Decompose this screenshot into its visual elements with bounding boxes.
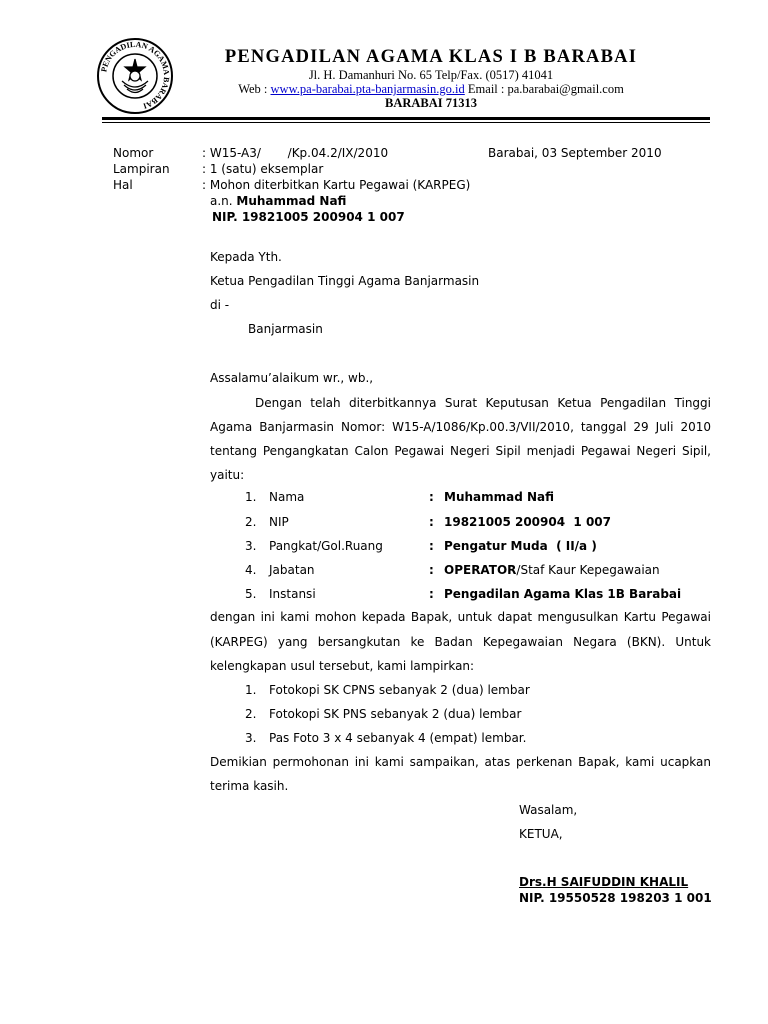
detail-colon: : [429,539,434,553]
detail-label: Jabatan [269,563,315,577]
detail-value: Pengadilan Agama Klas 1B Barabai [444,587,682,601]
detail-value: Muhammad Nafi [444,490,555,504]
paragraph-2-line-1: dengan ini kami mohon kepada Bapak, untuk dapat mengusulkan Kartu Pegawai [210,610,711,624]
subject-nip: NIP. 19821005 200904 1 007 [212,210,405,224]
recipient-name: Ketua Pengadilan Tinggi Agama Banjarmasin [210,274,480,288]
detail-value-line [444,563,660,578]
hal-value: : Mohon diterbitkan Kartu Pegawai (KARPEG) [202,178,471,192]
attachment-item: Fotokopi SK PNS sebanyak 2 (dua) lembar [269,707,522,721]
signatory-name: Drs.H SAIFUDDIN KHALIL [519,875,689,889]
logo-ring-text: PENGADILAN AGAMA BARABAI [99,39,172,111]
nomor-value: : W15-A3/ /Kp.04.2/IX/2010 [202,146,389,160]
detail-number: 5. [245,587,257,601]
attachment-item: Pas Foto 3 x 4 sebanyak 4 (empat) lembar. [269,731,527,745]
institution-address: Jl. H. Damanhuri No. 65 Telp/Fax. (0517) 41041 [308,68,554,82]
email-label: Email : [464,82,508,96]
recipient-city: Banjarmasin [248,322,323,336]
lampiran-value: : 1 (satu) eksemplar [202,162,324,176]
detail-value: Pengatur Muda ( II/a ) [444,539,597,553]
paragraph-1-line-2: Agama Banjarmasin Nomor: W15-A/1086/Kp.00.3/VII/2010, tanggal 29 Juli 2010 [210,420,711,434]
email-address: pa.barabai@gmail.com [507,82,624,96]
institution-contact [190,82,672,97]
detail-number: 3. [245,539,257,553]
detail-number: 2. [245,515,257,529]
detail-value-suffix: /Staf Kaur Kepegawaian [516,563,660,577]
letter-date: Barabai, 03 September 2010 [488,146,662,160]
subject-name: Muhammad Nafi [236,194,347,208]
detail-number: 1. [245,490,257,504]
closing-line-1: Demikian permohonan ini kami sampaikan, atas perkenan Bapak, kami ucapkan [210,755,711,769]
hal-label: Hal [113,178,133,192]
recipient-greeting: Kepada Yth. [210,250,282,264]
paragraph-1-line-3: tentang Pengangkatan Calon Pegawai Negeri Sipil menjadi Pegawai Negeri Sipil, [210,444,711,458]
website-link[interactable]: www.pa-barabai.pta-banjarmasin.go.id [270,82,465,96]
subject-name-line [210,194,346,209]
signatory-position: KETUA, [519,827,563,841]
paragraph-1-line-1: Dengan telah diterbitkannya Surat Keputusan Ketua Pengadilan Tinggi [255,396,711,410]
letterhead-divider-thin [102,122,710,123]
letterhead-divider-thick [102,117,710,120]
nomor-label: Nomor [113,146,154,160]
attachment-item: Fotokopi SK CPNS sebanyak 2 (dua) lembar [269,683,530,697]
valediction: Wasalam, [519,803,578,817]
salutation: Assalamu’alaikum wr., wb., [210,371,374,385]
detail-label: Nama [269,490,305,504]
detail-colon: : [429,490,434,504]
lampiran-label: Lampiran [113,162,170,176]
detail-label: Instansi [269,587,316,601]
paragraph-2-line-2: (KARPEG) yang bersangkutan ke Badan Kepegawaian Negara (BKN). Untuk [210,635,711,649]
closing-line-2: terima kasih. [210,779,289,793]
signatory-nip: NIP. 19550528 198203 1 001 [519,891,712,905]
detail-label: NIP [269,515,289,529]
attachment-number: 1. [245,683,257,697]
paragraph-2-line-3: kelengkapan usul tersebut, kami lampirkan: [210,659,475,673]
attachment-number: 3. [245,731,257,745]
institution-name: PENGADILAN AGAMA KLAS I B BARABAI [224,47,638,67]
detail-colon: : [429,515,434,529]
institution-city: BARABAI 71313 [384,96,478,110]
detail-number: 4. [245,563,257,577]
detail-colon: : [429,587,434,601]
an-prefix: a.n. [210,194,237,208]
detail-label: Pangkat/Gol.Ruang [269,539,383,553]
detail-value: 19821005 200904 1 007 [444,515,612,529]
detail-value: OPERATOR [444,563,517,577]
attachment-number: 2. [245,707,257,721]
court-emblem-logo [96,37,174,115]
paragraph-1-line-4: yaitu: [210,468,245,482]
recipient-di: di - [210,298,230,312]
web-label: Web : [238,82,271,96]
detail-colon: : [429,563,434,577]
